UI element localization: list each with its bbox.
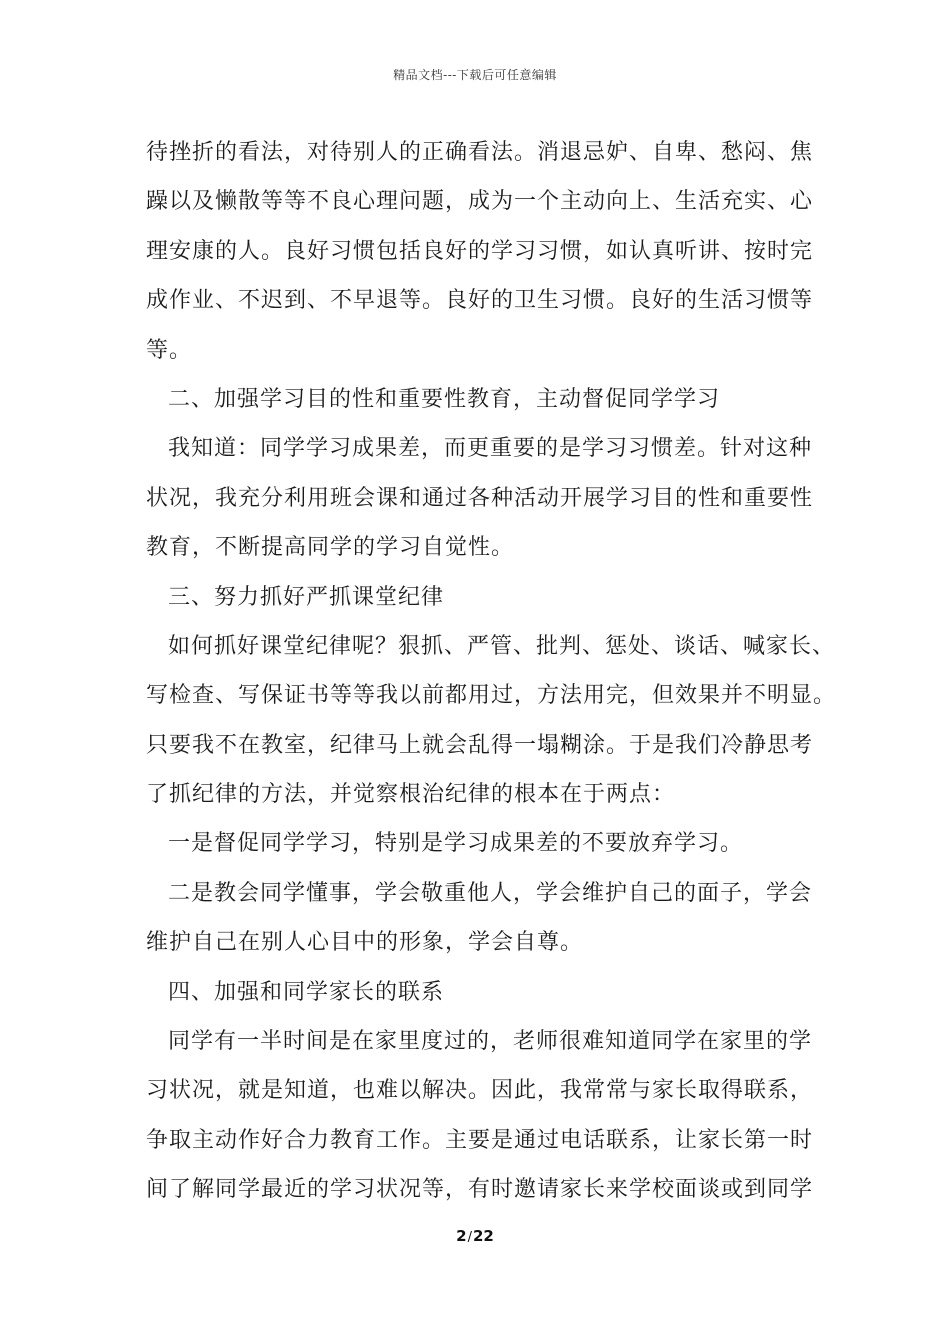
text-line: 了抓纪律的方法，并觉察根治纪律的根本在于两点： — [146, 782, 676, 808]
text-line: 成作业、不迟到、不早退等。良好的卫生习惯。良好的生活习惯等 — [146, 288, 814, 314]
document-body — [146, 128, 837, 1215]
text-line: 教育，不断提高同学的学习自觉性。 — [146, 535, 515, 561]
text-line: 只要我不在教室，纪律马上就会乱得一塌糊涂。于是我们冷静思考 — [146, 732, 814, 758]
text-line: 等。 — [146, 337, 193, 363]
current-page-number: 2 — [456, 1227, 467, 1245]
text-line: 理安康的人。良好习惯包括良好的学习习惯，如认真听讲、按时完 — [146, 238, 814, 264]
text-line: 同学有一半时间是在家里度过的，老师很难知道同学在家里的学 — [168, 1029, 813, 1055]
text-line: 三、努力抓好严抓课堂纪律 — [168, 584, 445, 610]
text-line: 躁以及懒散等等不良心理问题，成为一个主动向上、生活充实、心 — [146, 189, 814, 215]
text-line: 我知道：同学学习成果差，而更重要的是学习习惯差。针对这种 — [168, 436, 813, 462]
text-line: 写检查、写保证书等等我以前都用过，方法用完，但效果并不明显。 — [146, 683, 837, 709]
text-line: 四、加强和同学家长的联系 — [168, 979, 445, 1005]
text-line: 二是教会同学懂事，学会敬重他人，学会维护自己的面子，学会 — [168, 880, 813, 906]
text-line: 如何抓好课堂纪律呢？狠抓、严管、批判、惩处、谈话、喊家长、 — [168, 633, 836, 659]
text-line: 争取主动作好合力教育工作。主要是通过电话联系，让家长第一时 — [146, 1127, 814, 1153]
text-line: 维护自己在别人心目中的形象，学会自尊。 — [146, 930, 584, 956]
text-line: 一是督促同学学习，特别是学习成果差的不要放弃学习。 — [168, 831, 744, 857]
text-line: 二、加强学习目的性和重要性教育，主动督促同学学习 — [168, 386, 721, 412]
page-separator: / — [467, 1230, 472, 1245]
text-line: 状况，我充分利用班会课和通过各种活动开展学习目的性和重要性 — [146, 485, 814, 511]
page-header: 精品文档---下载后可任意编辑 — [393, 68, 557, 82]
text-line: 习状况，就是知道，也难以解决。因此，我常常与家长取得联系， — [146, 1078, 814, 1104]
total-page-count: 22 — [472, 1227, 494, 1245]
text-line: 待挫折的看法，对待别人的正确看法。消退忌妒、自卑、愁闷、焦 — [146, 140, 814, 165]
page-number — [0, 1227, 950, 1245]
text-line: 间了解同学最近的学习状况等，有时邀请家长来学校面谈或到同学 — [146, 1177, 814, 1203]
